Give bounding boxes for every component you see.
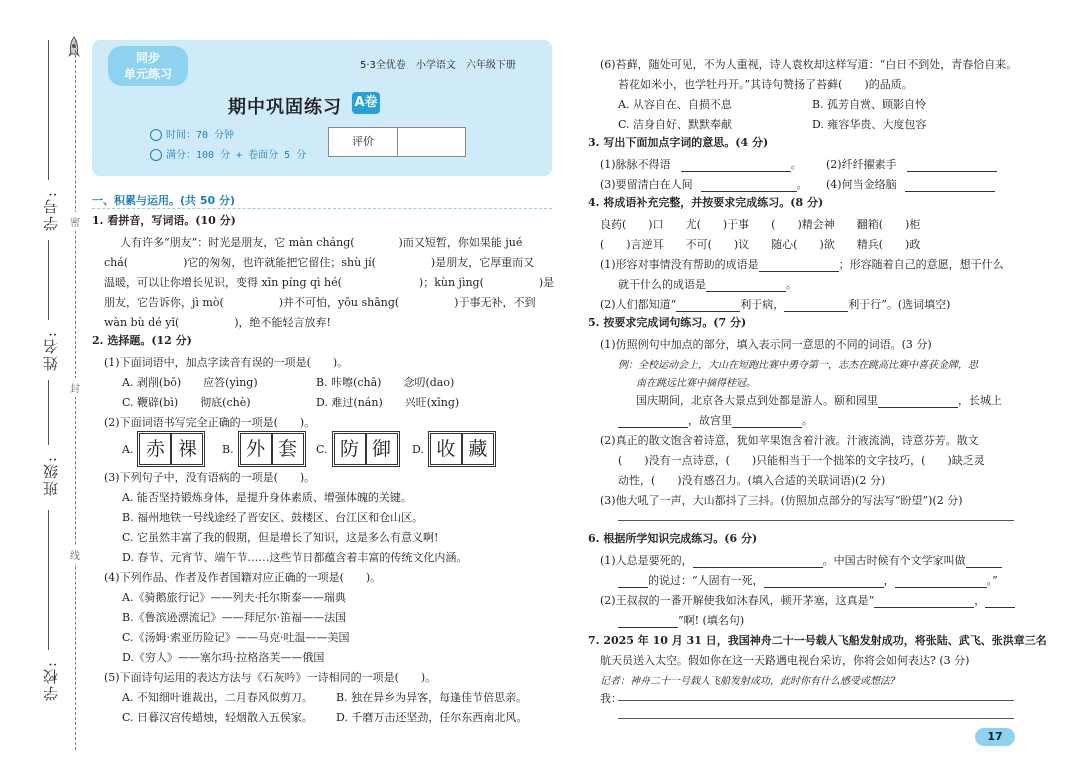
- q5-sub1: (1)仿照例句中加点的部分，填入表示同一意思的不同的词语。(3 分): [600, 338, 932, 351]
- q6-sub2: (2)王叔叔的一番开解使我如沐春风，顿开茅塞，这真是“ ，: [600, 592, 1015, 608]
- cut-mark-mi: 密: [70, 212, 80, 231]
- q1-line: 温暖，可以让你增长见识，变得 xīn pínɡ qì hé( )；kùn jìnɡ( )是: [104, 276, 555, 289]
- school-label: 学校:: [42, 660, 60, 702]
- q2-2-option-a[interactable]: A. 赤 祼: [122, 431, 205, 467]
- q2-4-option-d[interactable]: D.《穷人》——塞尔玛·拉格洛芙——俄国: [122, 651, 325, 664]
- q2-5-option-c[interactable]: C. 日暮汉宫传蜡烛，轻烟散入五侯家。: [122, 711, 314, 724]
- cut-mark-feng: 封: [70, 378, 80, 397]
- q4-sub2: (2)人们都知道“ 利于病， 利于行”。(选词填空): [600, 298, 951, 311]
- q2-4-option-a[interactable]: A.《骑鹅旅行记》——列夫·托尔斯泰——瑞典: [122, 591, 346, 604]
- q1-line: chá( )它的匆匆，也许就能把它留住；shù jí( )是朋友，它厚重而又: [104, 256, 535, 269]
- answer-line[interactable]: [618, 577, 648, 588]
- answer-line[interactable]: [693, 557, 823, 568]
- rocket-icon: [66, 36, 82, 62]
- q5-fill: ，故宫里 。: [618, 412, 813, 428]
- q2-6-option-b[interactable]: B. 孤芳自赏、顾影自怜: [812, 98, 927, 111]
- cut-mark-xian: 线: [70, 545, 80, 564]
- q3-item: (1)脉脉不得语 。: [600, 158, 802, 171]
- section-title: 一、积累与运用。(共 50 分): [92, 194, 236, 207]
- answer-line[interactable]: [784, 301, 848, 312]
- q3-item: (3)要留清白在人间 。: [600, 178, 808, 191]
- q5-example: 例：全校运动会上，大山在短跑比赛中勇夺第一，志杰在跳高比赛中喜获金牌，思: [618, 360, 978, 371]
- q7-stem: 航天员送入太空。假如你在这一天路遇电视台采访，你将会如何表达? (3 分): [600, 654, 970, 667]
- q5-sub2: ( )没有一点诗意，( )只能相当于一个拙笨的文字技巧，( )缺乏灵: [618, 454, 985, 467]
- q2-3-option-c[interactable]: C. 它虽然丰富了我的假期，但是增长了知识，这是多么有意义啊!: [122, 531, 439, 544]
- page-number: 17: [975, 728, 1015, 746]
- answer-line[interactable]: [732, 417, 802, 428]
- q3-item: (4)何当金络脑: [826, 176, 995, 192]
- q2-1-option-d[interactable]: D. 难过(nán) 兴旺(xīnɡ): [316, 396, 460, 409]
- q2-3-option-d[interactable]: D. 春节、元宵节、端午节……这些节日都蕴含着丰富的传统文化内涵。: [122, 551, 468, 564]
- score-info: 满分：100 分 + 卷面分 5 分: [150, 146, 306, 161]
- answer-line[interactable]: [676, 301, 740, 312]
- question-3-label: 3. 写出下面加点字词的意思。(4 分): [588, 136, 769, 149]
- q4-sub1: (1)形容对事情没有帮助的成语是 ；形容随着自己的意愿，想干什么: [600, 258, 1004, 271]
- q2-6-option-c[interactable]: C. 洁身自好、默默奉献: [618, 118, 733, 131]
- q1-line: wàn bù dé yǐ( )，绝不能轻言放弃!: [104, 316, 331, 329]
- char-box: 御: [366, 433, 398, 465]
- name-label: 姓名:: [42, 330, 60, 372]
- q2-4-option-b[interactable]: B.《鲁滨逊漂流记》——拜尼尔·笛福——法国: [122, 611, 347, 624]
- answer-line[interactable]: [618, 700, 1014, 701]
- char-box: 祼: [171, 433, 203, 465]
- q2-2-option-b[interactable]: B. 外 套: [222, 431, 306, 467]
- q2-1-option-c[interactable]: C. 鞭辟(bì) 彻底(chè): [122, 396, 251, 409]
- q2-2-option-d[interactable]: D. 收 藏: [412, 431, 496, 467]
- page-title: 期中巩固练习: [228, 97, 342, 118]
- q5-sub3: (3)他大吼了一声，大山都抖了三抖。(仿照加点部分的写法写“盼望”)(2 分): [600, 494, 963, 507]
- sync-unit-badge: 同步 单元练习: [108, 46, 188, 86]
- class-label: 班级:: [42, 455, 60, 497]
- question-7-label: 7. 2025 年 10 月 31 日，我国神舟二十一号载人飞船发射成功，将张陆、武飞、张洪章三名: [588, 634, 1047, 647]
- answer-line[interactable]: [966, 557, 1002, 568]
- binding-strip: [0, 0, 100, 775]
- answer-line[interactable]: [895, 577, 987, 588]
- q2-4-option-c[interactable]: C.《汤姆·索亚历险记》——马克·吐温——美国: [122, 631, 350, 644]
- time-info: 时间：70 分钟: [150, 126, 234, 141]
- q2-6-stem: (6)苔藓，随处可见，不为人重视，诗人袁枚却这样写道：“白日不到处，青春恰自来。: [600, 58, 1018, 71]
- evaluation-label: 评价: [329, 128, 398, 156]
- question-2-label: 2. 选择题。(12 分): [92, 334, 192, 347]
- q5-fill: 国庆期间，北京各大景点到处都是游人。颐和园里 ，长城上: [636, 394, 1002, 407]
- question-1-label: 1. 看拼音，写词语。(10 分): [92, 214, 236, 227]
- q2-3-option-b[interactable]: B. 福州地铁一号线途经了晋安区、鼓楼区、台江区和仓山区。: [122, 511, 424, 524]
- q4-row: 良药( )口 尤( )于事 ( )精会神 翻箱( )柜: [600, 218, 921, 231]
- q7-me-label: 我：: [600, 692, 622, 705]
- q2-6-option-a[interactable]: A. 从容自在、自损不息: [618, 98, 732, 111]
- q2-1-option-b[interactable]: B. 咔嚓(chā) 念叨(dao): [316, 376, 455, 389]
- answer-line[interactable]: [618, 520, 1014, 521]
- char-box: 防: [334, 433, 366, 465]
- paper-a-badge: A卷: [352, 92, 380, 114]
- q2-6-stem: 苔花如米小，也学牡丹开。”其诗句赞扬了苔藓( )的品质。: [618, 78, 913, 91]
- q2-4-stem: (4)下列作品、作者及作者国籍对应正确的一项是( )。: [104, 571, 382, 584]
- question-6-label: 6. 根据所学知识完成练习。(6 分): [588, 532, 758, 545]
- answer-line[interactable]: [706, 281, 786, 292]
- q5-sub2: 动性，( )没有感召力。(填入合适的关联词语)(2 分): [618, 474, 886, 487]
- q2-5-option-d[interactable]: D. 千磨万击还坚劲，任尔东西南北风。: [336, 711, 528, 724]
- q2-1-option-a[interactable]: A. 剥削(bō) 应答(yìnɡ): [122, 376, 258, 389]
- q2-2-option-c[interactable]: C. 防 御: [316, 431, 400, 467]
- char-box: 套: [272, 433, 304, 465]
- q2-3-stem: (3)下列句子中，没有语病的一项是( )。: [104, 471, 316, 484]
- answer-line[interactable]: [759, 261, 839, 272]
- question-4-label: 4. 将成语补充完整，并按要求完成练习。(8 分): [588, 196, 824, 209]
- student-number-label: 学号:: [42, 190, 60, 232]
- q2-6-option-d[interactable]: D. 雍容华贵、大度包容: [812, 118, 927, 131]
- clock-icon: [150, 129, 162, 141]
- q5-example: 南在跳远比赛中摘得桂冠。: [636, 378, 756, 389]
- q6-sub2: ”啊! (填名句): [618, 612, 744, 628]
- q4-row: ( )言逆耳 不可( )议 随心( )欲 精兵( )政: [600, 238, 921, 251]
- char-box: 赤: [139, 433, 171, 465]
- answer-line[interactable]: [764, 577, 884, 588]
- q5-sub2: (2)真正的散文饱含着诗意，犹如苹果饱含着汁液。汁液流淌，诗意芬芳。散文: [600, 434, 979, 447]
- q2-2-stem: (2)下面词语书写完全正确的一项是( )。: [104, 416, 316, 429]
- check-icon: [150, 149, 162, 161]
- q1-line: 人有许多“朋友”：时光是朋友，它 màn chánɡ( )而又短暂，你如果能 jué: [120, 236, 523, 249]
- q6-sub1: 的说过：“人固有一死， ， 。”: [618, 572, 998, 588]
- q2-5-option-a[interactable]: A. 不知细叶谁裁出，二月春风似剪刀。: [122, 691, 313, 704]
- q2-3-option-a[interactable]: A. 能否坚持锻炼身体，是提升身体素质、增强体魄的关键。: [122, 491, 412, 504]
- q1-line: 朋友，它告诉你，jì mò( )并不可怕，yōu shānɡ( )于事无补，不到: [104, 296, 536, 309]
- answer-line[interactable]: [985, 597, 1015, 608]
- q7-reporter: 记者：神舟二十一号载人飞船发射成功，此时你有什么感受或想法?: [600, 676, 896, 687]
- answer-line[interactable]: [618, 718, 1014, 719]
- q3-item: (2)纤纤擢素手: [826, 156, 997, 172]
- answer-line[interactable]: [701, 181, 797, 192]
- answer-line[interactable]: [681, 161, 791, 172]
- q4-sub1: 就干什么的成语是 。: [618, 278, 797, 291]
- answer-line[interactable]: [874, 597, 974, 608]
- answer-line[interactable]: [878, 397, 958, 408]
- q6-sub1: (1)人总是要死的， 。中国古时候有个文学家叫做: [600, 552, 1002, 568]
- char-box: 藏: [462, 433, 494, 465]
- series-label: 5·3全优卷 小学语文 六年级下册: [360, 60, 516, 71]
- answer-line[interactable]: [907, 161, 997, 172]
- q2-1-stem: (1)下面词语中，加点字读音有误的一项是( )。: [104, 356, 349, 369]
- char-box: 外: [240, 433, 272, 465]
- evaluation-box[interactable]: [328, 127, 466, 157]
- q2-5-stem: (5)下面诗句运用的表达方法与《石灰吟》一诗相同的一项是( )。: [104, 671, 437, 684]
- question-5-label: 5. 按要求完成词句练习。(7 分): [588, 316, 747, 329]
- answer-line[interactable]: [618, 417, 688, 428]
- answer-line[interactable]: [905, 181, 995, 192]
- q2-5-option-b[interactable]: B. 独在异乡为异客，每逢佳节倍思亲。: [336, 691, 528, 704]
- char-box: 收: [430, 433, 462, 465]
- answer-line[interactable]: [618, 617, 678, 628]
